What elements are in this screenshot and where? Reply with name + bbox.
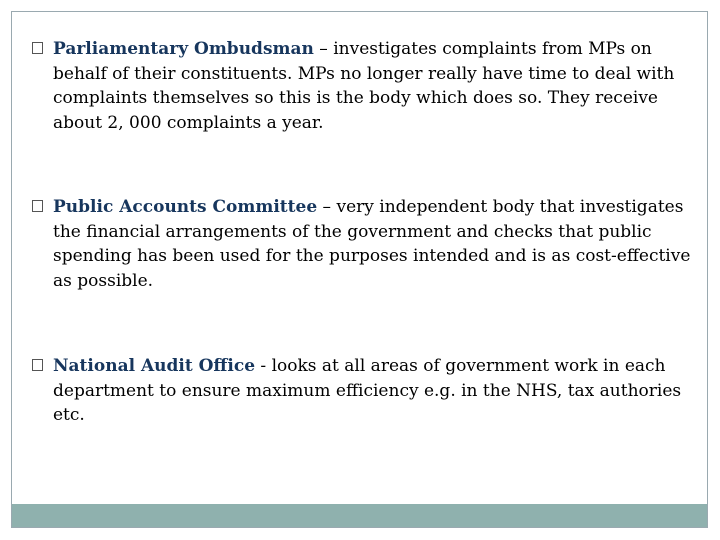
square-bullet-icon [32,200,43,212]
bullet-description: – investigates complaints from MPs on behalf of their constituents. MPs no longer really have time to deal with complaints themselves so this is the body which does so. They receive about 2, 000 complaints a year. [53,39,675,133]
bullet-description: – very independent body that investigates the financial arrangements of the government and checks that public spending has been used for the purposes intended and is as cost-effective as possible. [53,197,691,291]
bullet-text [53,354,692,428]
bullet-text [53,195,692,293]
bullet-text [53,37,692,135]
bullet-term: Parliamentary Ombudsman [53,39,314,59]
bullet-public-accounts-committee [32,195,692,293]
bullet-description: - looks at all areas of government work in each department to ensure maximum efficiency e.g. in the NHS, tax authories etc. [53,356,682,425]
bullet-term: National Audit Office [53,356,256,376]
square-bullet-icon [32,42,43,54]
bullet-parliamentary-ombudsman [32,37,692,135]
bullet-national-audit-office [32,354,692,428]
footer-bar [12,504,707,527]
square-bullet-icon [32,359,43,371]
bullet-term: Public Accounts Committee [53,197,318,217]
